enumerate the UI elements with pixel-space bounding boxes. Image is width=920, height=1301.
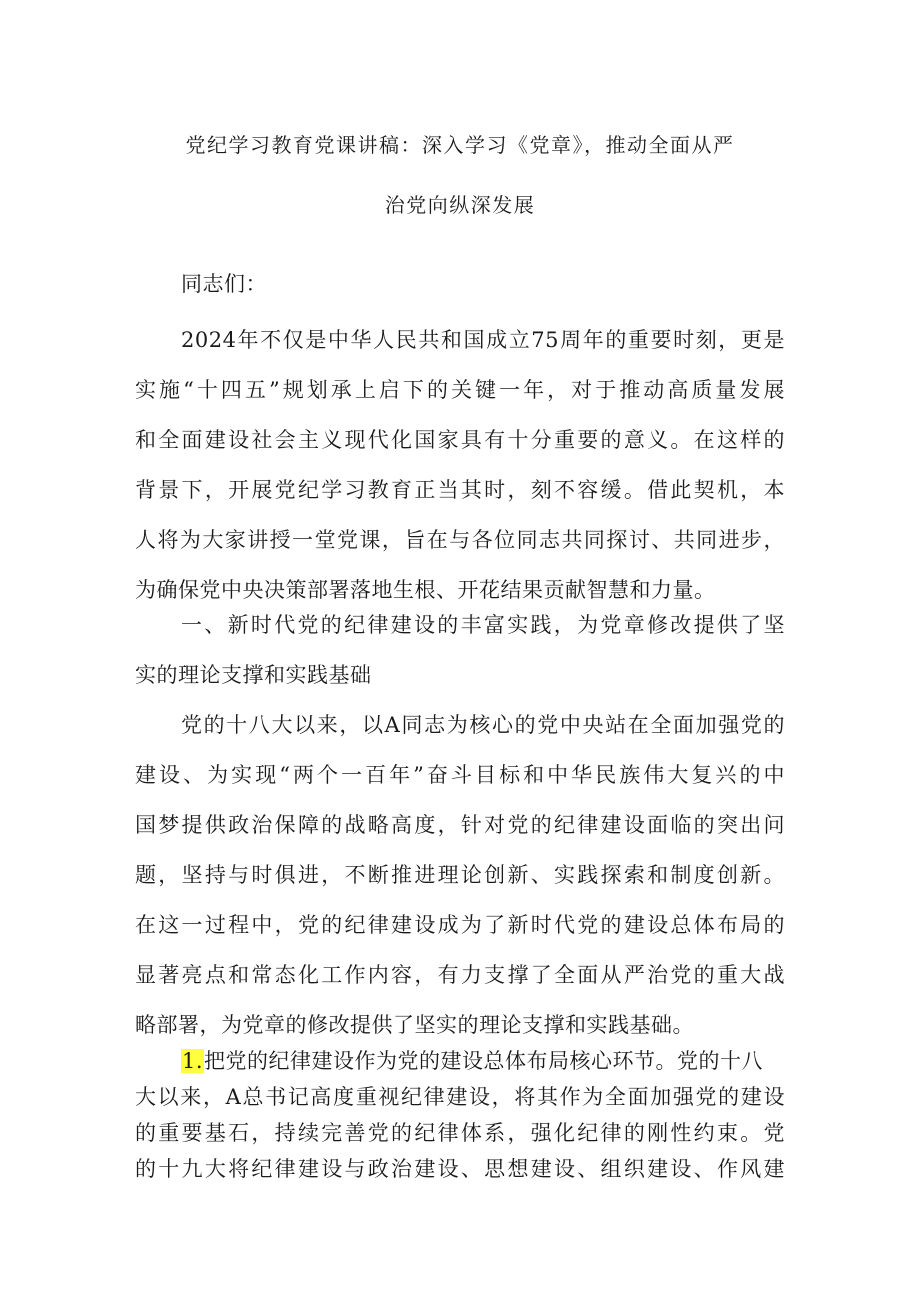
paragraph-line: 题，坚持与时俱进，不断推进理论创新、实践探索和制度创新。: [135, 863, 785, 887]
highlighted-list-marker: 1.: [182, 1049, 204, 1073]
paragraph-line: 人将为大家讲授一堂党课，旨在与各位同志共同探讨、共同进步，: [135, 528, 785, 552]
paragraph-line-first: [135, 1043, 785, 1079]
paragraph-line: 显著亮点和常态化工作内容，有力支撑了全面从严治党的重大战: [135, 963, 785, 987]
greeting: 同志们：: [181, 272, 267, 296]
paragraph-line: 党的十八大以来，以A同志为核心的党中央站在全面加强党的: [181, 713, 785, 737]
document-title-line-1: 党纪学习教育党课讲稿：深入学习《党章》，推动全面从严: [185, 133, 735, 157]
paragraph-line: 和全面建设社会主义现代化国家具有十分重要的意义。在这样的: [135, 428, 785, 452]
paragraph-line: 大以来，A总书记高度重视纪律建设，将其作为全面加强党的建设: [135, 1085, 785, 1109]
paragraph-intro: [135, 315, 785, 615]
paragraph-line: 的十九大将纪律建设与政治建设、思想建设、组织建设、作风建: [135, 1157, 785, 1181]
paragraph-section-1: [135, 700, 785, 1050]
paragraph-line: 2024年不仅是中华人民共和国成立75周年的重要时刻，更是: [181, 328, 785, 352]
paragraph-line: 为确保党中央决策部署落地生根、开花结果贡献智慧和力量。: [135, 578, 716, 602]
heading-line: 一、新时代党的纪律建设的丰富实践，为党章修改提供了坚: [181, 613, 785, 637]
paragraph-line: 建设、为实现“两个一百年”奋斗目标和中华民族伟大复兴的中: [135, 763, 785, 787]
paragraph-line: 的重要基石，持续完善党的纪律体系，强化纪律的刚性约束。党: [135, 1121, 785, 1145]
paragraph-line: 在这一过程中，党的纪律建设成为了新时代党的建设总体布局的: [135, 913, 785, 937]
paragraph-line-text: 把党的纪律建设作为党的建设总体布局核心环节。党的十八: [204, 1049, 764, 1073]
paragraph-line: 背景下，开展党纪学习教育正当其时，刻不容缓。借此契机，本: [135, 478, 785, 502]
paragraph-line: 略部署，为党章的修改提供了坚实的理论支撑和实践基础。: [135, 1013, 694, 1037]
heading-line: 实的理论支撑和实践基础: [135, 663, 372, 687]
document-title-line-2: 治党向纵深发展: [384, 193, 536, 217]
paragraph-line: 国梦提供政治保障的战略高度，针对党的纪律建设面临的突出问: [135, 813, 785, 837]
section-heading-1: [135, 600, 785, 700]
paragraph-line: 实施“十四五”规划承上启下的关键一年，对于推动高质量发展: [135, 378, 785, 402]
paragraph-point-1: [135, 1043, 785, 1187]
